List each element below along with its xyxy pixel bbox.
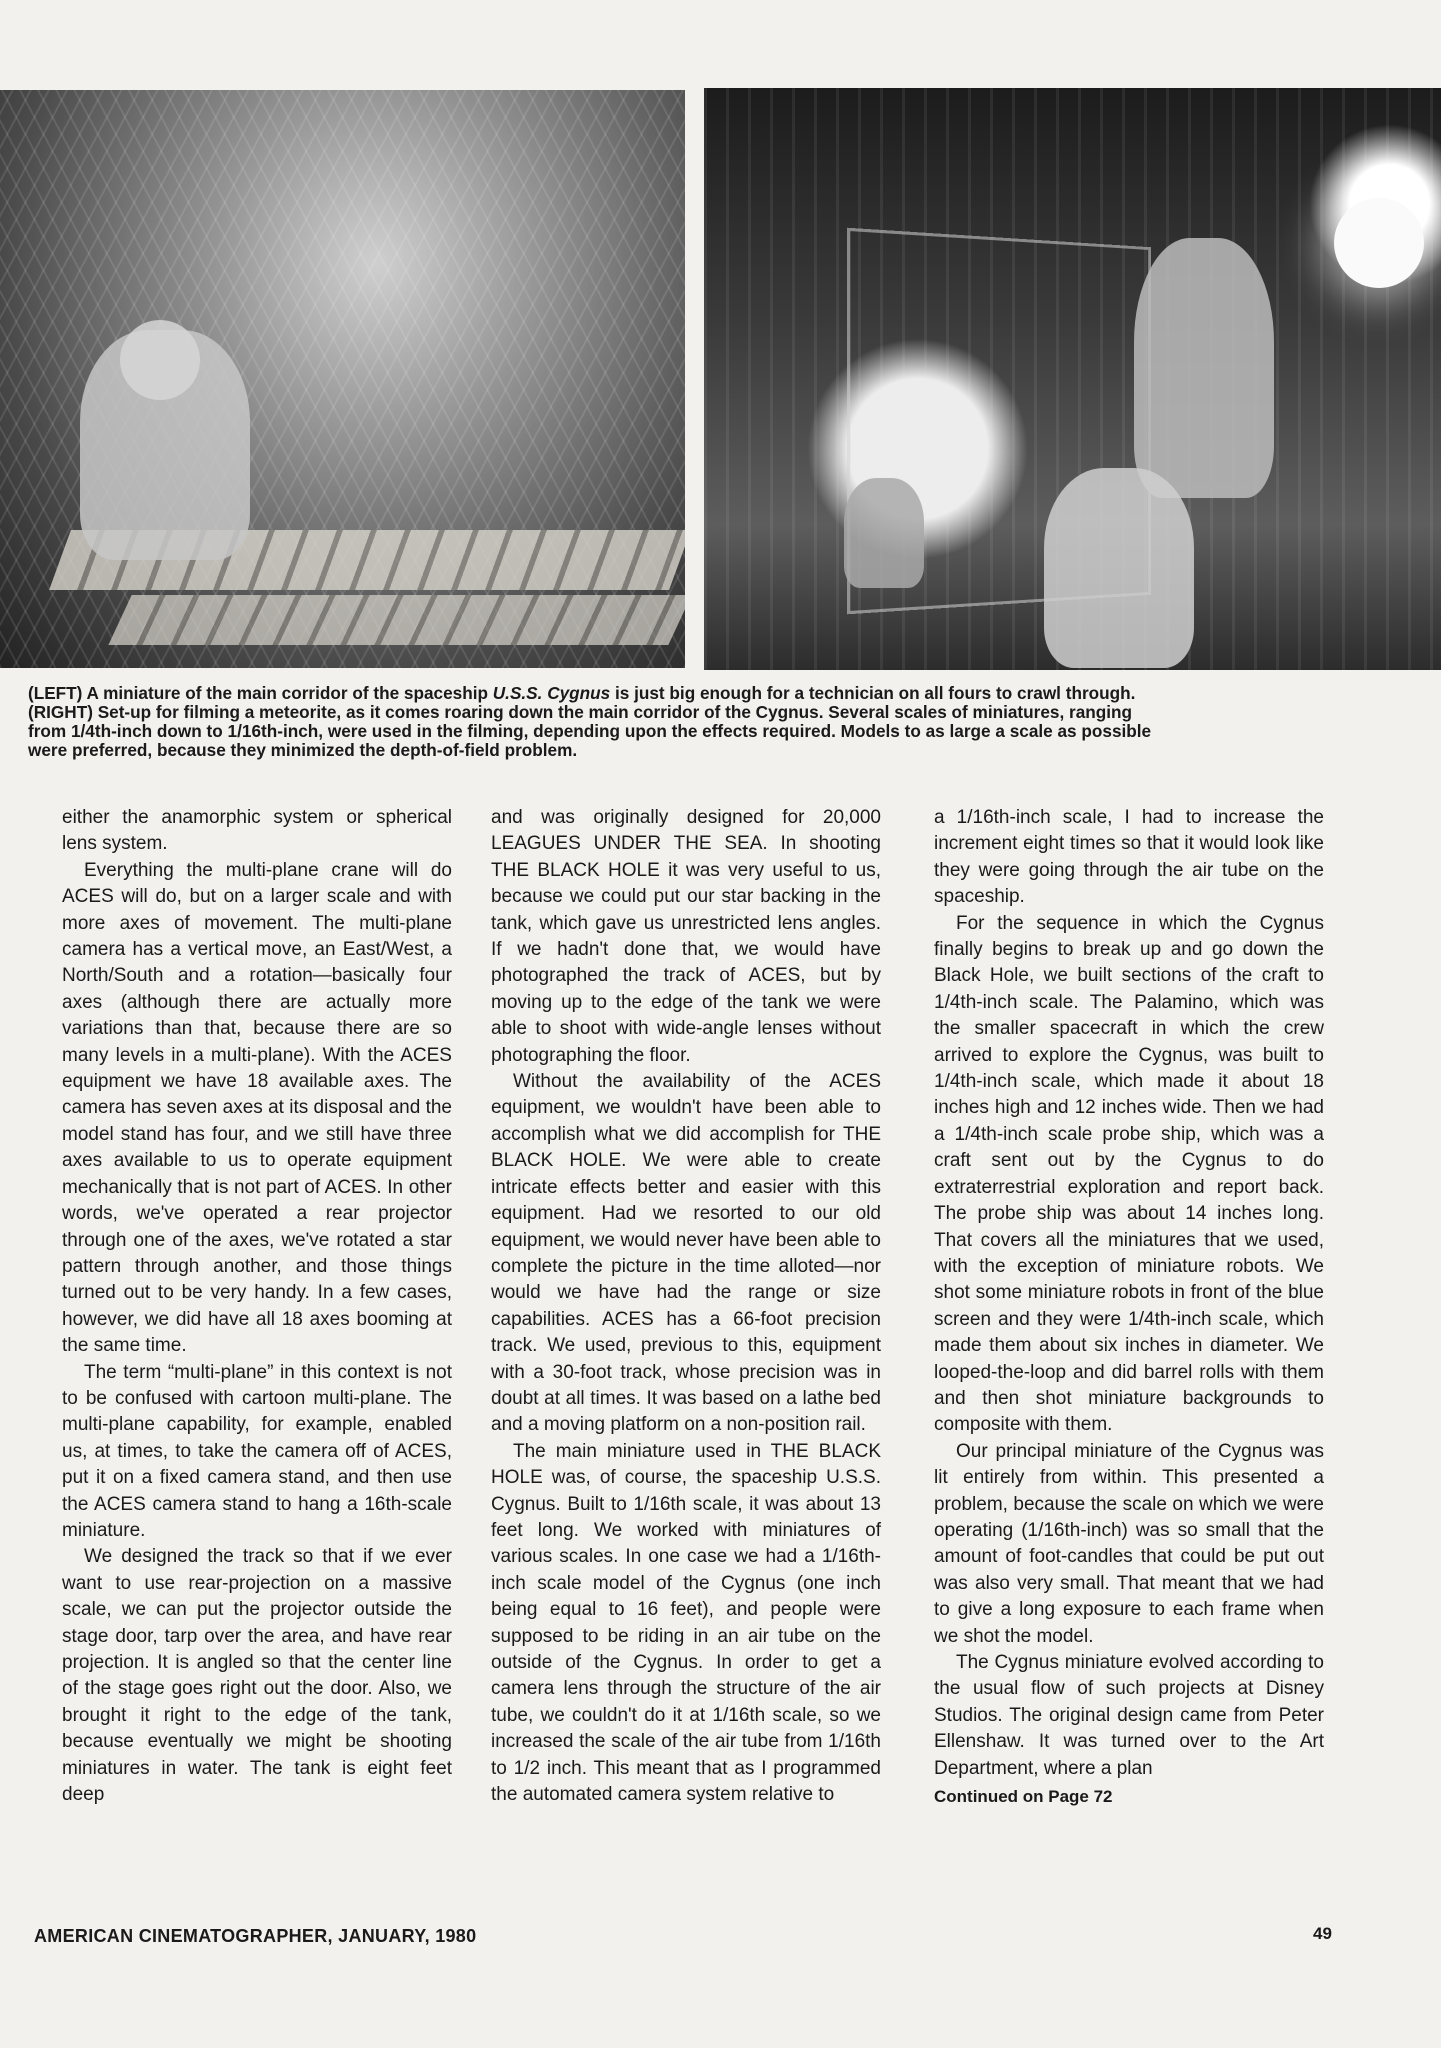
- paragraph: a 1/16th-inch scale, I had to increase the increment eight times so that it would look like they were going through the air tube on the spaceship.: [934, 807, 1324, 908]
- paragraph: Without the availability of the ACES equipment, we wouldn't have been able to accomplish what we did accomplish for THE BLACK HOLE. We were able to create intricate effects better and easier with this equipment. Had we resorted to our old equipment, we would never have been able to complete the picture in the time alloted—nor would we have had the range or size capabilities. ACES has a 66-foot precision track. We used, previous to this, equipment with a 30-foot track, whose precision was in doubt at all times. It was based on a lathe bed and a moving platform on a non-position rail.: [491, 1071, 881, 1436]
- studio-light: [1334, 198, 1424, 288]
- paragraph: The Cygnus miniature evolved according to the usual flow of such projects at Disney Studios. The original design came from Peter Ellenshaw. It was turned over to the Art Department, where a plan: [934, 1652, 1324, 1779]
- paragraph: Our principal miniature of the Cygnus was lit entirely from within. This presented a problem, because the scale on which we were operating (1/16th-inch) was so small that the amount of foot-candles that could be put out was also very small. That meant that we had to give a long exposure to each frame when we shot the model.: [934, 1440, 1324, 1647]
- caption-line-1: (LEFT) A miniature of the main corridor of the spaceship U.S.S. Cygnus is just big enough for a technician on all fours to crawl through.: [28, 683, 1136, 703]
- page-number: 49: [1313, 1924, 1332, 1943]
- corridor-miniature-photo: [0, 90, 685, 668]
- caption-line-3: from 1/4th-inch down to 1/16th-inch, were used in the filming, depending upon the effects required. Models to as large a scale as possible: [28, 721, 1152, 741]
- crew-member-standing: [1134, 238, 1274, 498]
- photo-caption: [28, 684, 1418, 760]
- corridor-pipes-lower: [108, 595, 685, 645]
- continued-link[interactable]: Continued on Page 72: [934, 1787, 1113, 1807]
- text-column-1: [62, 805, 452, 1808]
- crew-member-left: [844, 478, 924, 588]
- text-column-3: [934, 805, 1324, 1810]
- caption-line-2: (RIGHT) Set-up for filming a meteorite, as it comes roaring down the main corridor of the Cygnus. Several scales of miniatures, ranging: [28, 702, 1133, 722]
- paragraph: either the anamorphic system or spherical lens system.: [62, 807, 452, 855]
- paragraph: The term “multi-plane” in this context is not to be confused with cartoon multi-plane. The multi-plane capability, for example, enabled us, at times, to take the camera off of ACES, put it on a fixed camera stand, and then use the ACES camera stand to hang a 16th-scale miniature.: [62, 1361, 452, 1541]
- magazine-footer: AMERICAN CINEMATOGRAPHER, JANUARY, 1980: [34, 1926, 477, 1946]
- caption-line-4: were preferred, because they minimized the depth-of-field problem.: [28, 740, 578, 760]
- crew-member-foreground: [1044, 468, 1194, 668]
- paragraph: We designed the track so that if we ever want to use rear-projection on a massive scale, we can put the projector outside the stage door, tarp over the area, and have rear projection. It is angled so that the center line of the stage goes right out the door. Also, we brought it right to the edge of the tank, because eventually we might be shooting miniatures in water. The tank is eight feet deep: [62, 1546, 452, 1806]
- meteorite-setup-photo: [704, 88, 1441, 670]
- technician-head: [120, 320, 200, 400]
- paragraph: and was originally designed for 20,000 LEAGUES UNDER THE SEA. In shooting THE BLACK HOLE it was very useful to us, because we could put our star backing in the tank, which gave us unrestricted lens angles. If we hadn't done that, we would have photographed the track of ACES, but by moving up to the edge of the tank we were able to shoot with wide-angle lenses without photographing the floor.: [491, 807, 881, 1066]
- paragraph: For the sequence in which the Cygnus finally begins to break up and go down the Black Hole, we built sections of the craft to 1/4th-inch scale. The Palamino, which was the smaller spacecraft in which the crew arrived to explore the Cygnus, was built to 1/4th-inch scale, which made it about 18 inches high and 12 inches wide. Then we had a 1/4th-inch scale probe ship, which was a craft sent out by the Cygnus to do extraterrestrial exploration and report back. The probe ship was about 14 inches long. That covers all the miniatures that we used, with the exception of miniature robots. We shot some miniature robots in front of the blue screen and they were 1/4th-inch scale, which made them about six inches in diameter. We looped-the-loop and did barrel rolls with them and then shot miniature backgrounds to composite with them.: [934, 912, 1324, 1436]
- text-column-2: [491, 805, 881, 1808]
- paragraph: The main miniature used in THE BLACK HOLE was, of course, the spaceship U.S.S. Cygnus. Built to 1/16th scale, it was about 13 feet long. We worked with miniatures of various scales. In one case we had a 1/16th-inch scale model of the Cygnus (one inch being equal to 16 feet), and people were supposed to be riding in an air tube on the outside of the Cygnus. In order to get a camera lens through the structure of the air tube, we couldn't do it at 1/16th scale, so we increased the scale of the air tube from 1/16th to 1/2 inch. This meant that as I programmed the automated camera system relative to: [491, 1440, 881, 1806]
- paragraph: Everything the multi-plane crane will do ACES will do, but on a larger scale and with more axes of movement. The multi-plane camera has a vertical move, an East/West, a North/South and a rotation—basically four axes (although there are actually more variations than that, because there are so many levels in a multi-plane). With the ACES equipment we have 18 available axes. The camera has seven axes at its disposal and the model stand has four, and we still have three axes available to us to operate equipment mechanically that is not part of ACES. In other words, we've operated a rear projector through one of the axes, we've rotated a star pattern through another, and those things turned out to be very handy. In a few cases, however, we did have all 18 axes booming at the same time.: [62, 859, 452, 1357]
